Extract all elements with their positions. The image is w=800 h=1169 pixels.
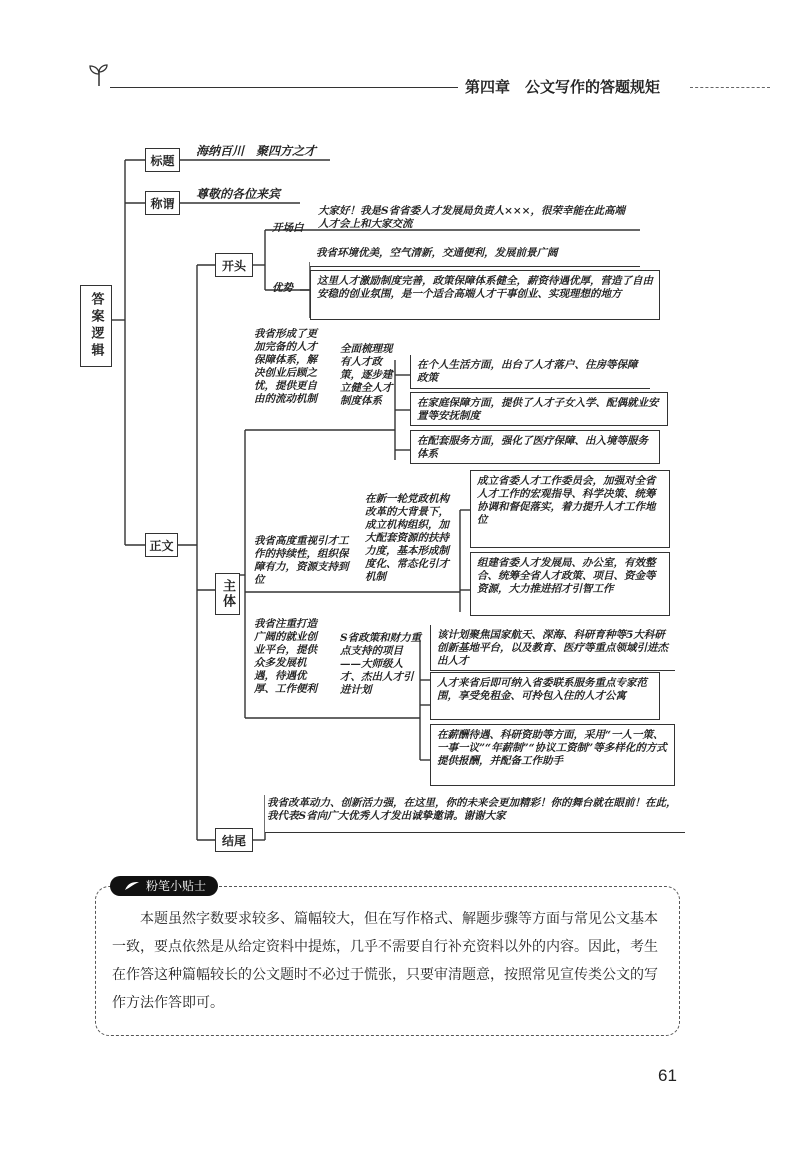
main-3-leaf-2: 人才来省后即可纳入省委联系服务重点专家范围，享受免租金、可拎包入住的人才公寓	[430, 672, 660, 720]
main-2-leaf-2: 组建省委人才发展局、办公室，有效整合、统筹全省人才政策、项目、资金等资源，大力推进招才引智工作	[470, 552, 670, 616]
opening-greeting-text: 大家好！我是S省省委人才发展局负责人×××，很荣幸能在此高端人才会上和大家交流	[318, 205, 625, 230]
opening-node: 开头	[215, 253, 253, 277]
tips-tag	[110, 876, 218, 896]
main-3-leaf-1: 该计划聚焦国家航天、深海、科研育种等5大科研创新基地平台，以及教育、医疗等重点领域引进杰出人才	[430, 625, 675, 671]
main-3-leaf-3: 在薪酬待遇、科研资助等方面，采用“一人一策、一事一议”“年薪制”“协议工资制”等多样化的方式提供报酬，并配备工作助手	[430, 724, 675, 786]
ending-node: 结尾	[215, 828, 253, 852]
page-number: 61	[658, 1066, 677, 1085]
advantage-label: 优势	[272, 282, 293, 294]
main-3-detail: S省政策和财力重点支持的项目——大师级人才、杰出人才引进计划	[340, 632, 422, 696]
main-1-summary: 我省形成了更加完备的人才保障体系，解决创业后顾之忧，提供更自由的流动机制	[254, 328, 317, 405]
advantage-leaf-2: 这里人才激励制度完善，政策保障体系健全，薪资待遇优厚，营造了自由安稳的创业氛围，是一个适合高端人才干事创业、实现理想的地方	[310, 270, 660, 320]
main-2-detail: 在新一轮党政机构改革的大背景下，成立机构组织，加大配套资源的扶持力度，基本形成制度化、常态化引才机制	[365, 493, 449, 583]
main-3-summary: 我省注重打造广阔的就业创业平台，提供众多发展机遇，待遇优厚、工作便利	[254, 618, 317, 695]
ending-text: 我省改革动力、创新活力强，在这里，你的未来会更加精彩！你的舞台就在眼前！在此，我代表S省向广大优秀人才发出诚挚邀请。谢谢大家	[265, 795, 685, 833]
title-text: 海纳百川 聚四方之才	[196, 144, 317, 158]
title-node: 标题	[145, 148, 180, 172]
opening-greeting-label: 开场白	[272, 222, 304, 234]
root-node: 答案逻辑	[80, 285, 112, 367]
chapter-title: 第四章 公文写作的答题规矩	[465, 79, 661, 96]
main-1-detail: 全面梳理现有人才政策，逐步建立健全人才制度体系	[340, 343, 393, 407]
main-2-summary: 我省高度重视引才工作的持续性，组织保障有力，资源支持到位	[254, 535, 349, 586]
main-node: 主体	[215, 573, 240, 615]
main-2-leaf-1: 成立省委人才工作委员会，加强对全省人才工作的宏观指导、科学决策、统筹协调和督促落实，着力提升人才工作地位	[470, 470, 670, 548]
feather-icon	[124, 881, 140, 891]
main-1-leaf-2: 在家庭保障方面，提供了人才子女入学、配偶就业安置等安抚制度	[410, 392, 668, 426]
salutation-node: 称谓	[145, 191, 180, 215]
advantage-leaf-1: 我省环境优美，空气清新，交通便利，发展前景广阔	[310, 245, 640, 267]
salutation-text: 尊敬的各位来宾	[196, 187, 281, 201]
tips-text: 本题虽然字数要求较多、篇幅较大，但在写作格式、解题步骤等方面与常见公文基本一致，要点依然是从给定资料中提炼，几乎不需要自行补充资料以外的内容。因此，考生在作答这种篇幅较长的公文题时不必过于慌张，只要审清题意，按照常见宣传类公文的写作方法作答即可。	[112, 910, 658, 1010]
main-1-leaf-1: 在个人生活方面，出台了人才落户、住房等保障政策	[410, 355, 650, 389]
body-node: 正文	[145, 533, 178, 557]
main-1-leaf-3: 在配套服务方面，强化了医疗保障、出入境等服务体系	[410, 430, 660, 464]
tips-tag-label: 粉笔小贴士	[146, 879, 207, 893]
